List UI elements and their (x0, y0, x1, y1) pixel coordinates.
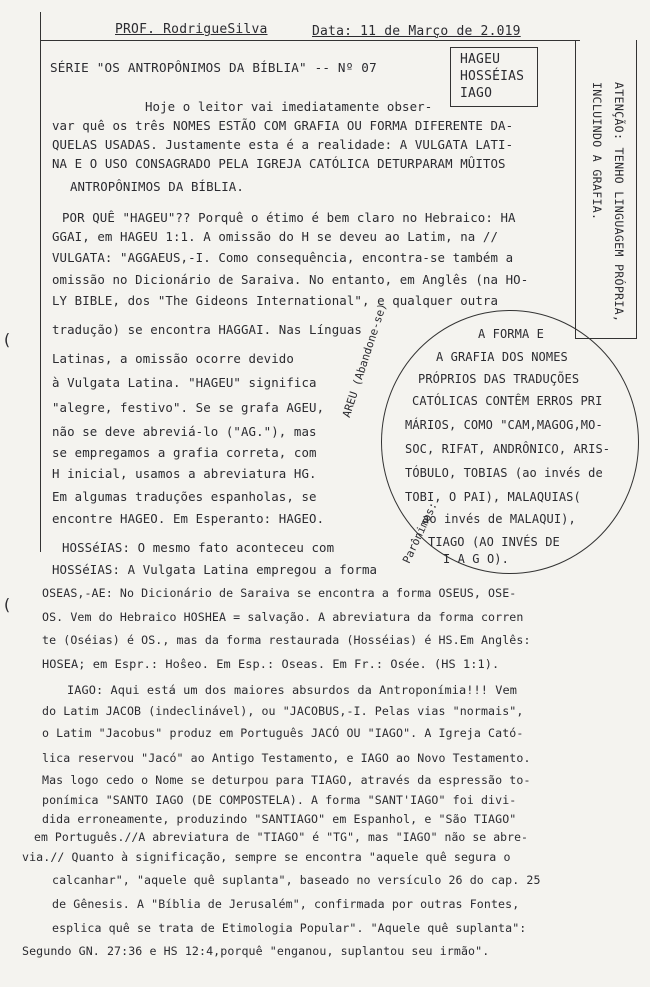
box-name-1: HAGEU (460, 52, 501, 67)
box-name-2: HOSSÉIAS (460, 69, 525, 84)
line-5: ANTROPÔNIMOS DA BÍBLIA. (70, 179, 244, 194)
line-13: à Vulgata Latina. "HAGEU" significa (52, 375, 317, 390)
line-29: lica reservou "Jacó" ao Antigo Testamento, e IAGO ao Novo Testamento. (42, 751, 531, 765)
line-31: ponímica "SANTO IAGO (DE COMPOSTELA). A forma "SANT'IAGO" foi divi- (42, 793, 517, 807)
line-34: via.// Quanto à significação, sempre se encontra "aquele quê segura o (22, 850, 511, 864)
line-33: em Português.//A abreviatura de "TIAGO" é "TG", mas "IAGO" não se abre- (34, 830, 528, 844)
circle-line-6: SOC, RIFAT, ANDRÔNICO, ARIS- (405, 442, 611, 456)
line-35: calcanhar", "aquele quê suplanta", baseado no versículo 26 do cap. 25 (52, 873, 541, 887)
circle-line-2: A GRAFIA DOS NOMES (436, 350, 568, 364)
line-18: Em algumas traduções espanholas, se (52, 489, 317, 504)
side-note-line-1: ATENÇÃO: TENHO LINGUAGEM PRÓPRIA, (612, 82, 626, 323)
line-9: omissão no Dicionário de Saraiva. No entanto, em Anglês (na HO- (52, 272, 529, 287)
line-2: var quê os três NOMES ESTÃO COM GRAFIA OU FORMA DIFERENTE DA- (52, 118, 514, 133)
line-20: HOSSéIAS: O mesmo fato aconteceu com (62, 540, 335, 555)
line-36: de Gênesis. A "Bíblia de Jerusalém", confirmada por outras Fontes, (52, 897, 520, 911)
line-3: QUELAS USADAS. Justamente esta é a realidade: A VULGATA LATI- (52, 137, 514, 152)
line-16: se empregamos a grafia correta, com (52, 445, 317, 460)
circle-line-10: TIAGO (AO INVÉS DE (428, 535, 560, 549)
line-10: LY BIBLE, dos "The Gideons International", e qualquer outra (52, 293, 499, 308)
document-date: Data: 11 de Março de 2.019 (312, 24, 521, 39)
circle-arc-text-2: Parônimos: (400, 499, 440, 566)
line-23: OS. Vem do Hebraico HOSHEA = salvação. A abreviatura da forma corren (42, 610, 524, 624)
line-37: esplica quê se trata de Etimologia Popular". "Aquele quê suplanta": (52, 921, 527, 935)
line-38: Segundo GN. 27:36 e HS 12:4,porquê "enganou, suplantou seu irmão". (22, 944, 490, 958)
line-27: do Latim JACOB (indeclinável), ou "JACOBUS,-I. Pelas vias "normais", (42, 704, 524, 718)
line-12: Latinas, a omissão ocorre devido (52, 351, 294, 366)
box-name-3: IAGO (460, 86, 493, 101)
margin-mark-1: ( (2, 330, 12, 349)
line-15: não se deve abreviá-lo ("AG."), mas (52, 424, 317, 439)
circle-line-8: TOBI, O PAI), MALAQUIAS( (405, 490, 581, 504)
circle-arc-text-1: AREU (Abandone-se) (340, 301, 390, 420)
circle-line-11: I A G O). (443, 552, 509, 566)
line-28: o Latim "Jacobus" produz em Português JACÓ OU "IAGO". A Igreja Cató- (42, 726, 524, 740)
line-8: VULGATA: "AGGAEUS,-I. Como consequência, encontra-se também a (52, 250, 514, 265)
margin-mark-2: ( (2, 595, 12, 614)
line-22: OSEAS,-AE: No Dicionário de Saraiva se encontra a forma OSEUS, OSE- (42, 586, 517, 600)
line-4: NA E O USO CONSAGRADO PELA IGREJA CATÓLICA DETURPARAM MÛITOS (52, 156, 506, 171)
line-6: POR QUÊ "HAGEU"?? Porquê o étimo é bem claro no Hebraico: HA (62, 210, 516, 225)
line-7: GGAI, em HAGEU 1:1. A omissão do H se deveu ao Latim, na // (52, 229, 499, 244)
line-17: H inicial, usamos a abreviatura HG. (52, 466, 317, 481)
circle-line-4: CATÓLICAS CONTÊM ERROS PRI (412, 394, 603, 408)
line-11: tradução) se encontra HAGGAI. Nas Línguas (52, 322, 362, 337)
line-25: HOSEA; em Espr.: Hoŝeo. Em Esp.: Oseas. Em Fr.: Osée. (HS 1:1). (42, 657, 500, 671)
line-32: dida erroneamente, produzindo "SANTIAGO" em Espanhol, e "São TIAGO" (42, 812, 517, 826)
series-title: SÉRIE "OS ANTROPÔNIMOS DA BÍBLIA" -- Nº 07 (50, 60, 377, 75)
circle-line-7: TÓBULO, TOBIAS (ao invés de (405, 466, 603, 480)
top-rule (40, 40, 580, 41)
line-24: te (Oséias) é OS., mas da forma restaurada (Hosséias) é HS.Em Anglês: (42, 633, 531, 647)
side-note-line-2: INCLUINDO A GRAFIA. (590, 82, 604, 221)
side-note-box (575, 40, 637, 339)
circle-line-3: PRÓPRIOS DAS TRADUÇÕES (418, 372, 580, 386)
left-margin-rule (40, 12, 41, 552)
line-19: encontre HAGEO. Em Esperanto: HAGEO. (52, 511, 325, 526)
line-1: Hoje o leitor vai imediatamente obser- (145, 99, 433, 114)
circle-line-1: A FORMA E (478, 327, 544, 341)
line-26: IAGO: Aqui está um dos maiores absurdos da Antroponímia!!! Vem (67, 683, 518, 697)
line-21: HOSSéIAS: A Vulgata Latina empregou a forma (52, 562, 378, 577)
circle-line-5: MÁRIOS, COMO "CAM,MAGOG,MO- (405, 418, 603, 432)
line-14: "alegre, festivo". Se se grafa AGEU, (52, 400, 325, 415)
circle-line-9: ao invés de MALAQUI), (422, 512, 576, 526)
line-30: Mas logo cedo o Nome se deturpou para TIAGO, através da espressão to- (42, 773, 531, 787)
author-name: PROF. RodrigueSilva (115, 22, 268, 37)
